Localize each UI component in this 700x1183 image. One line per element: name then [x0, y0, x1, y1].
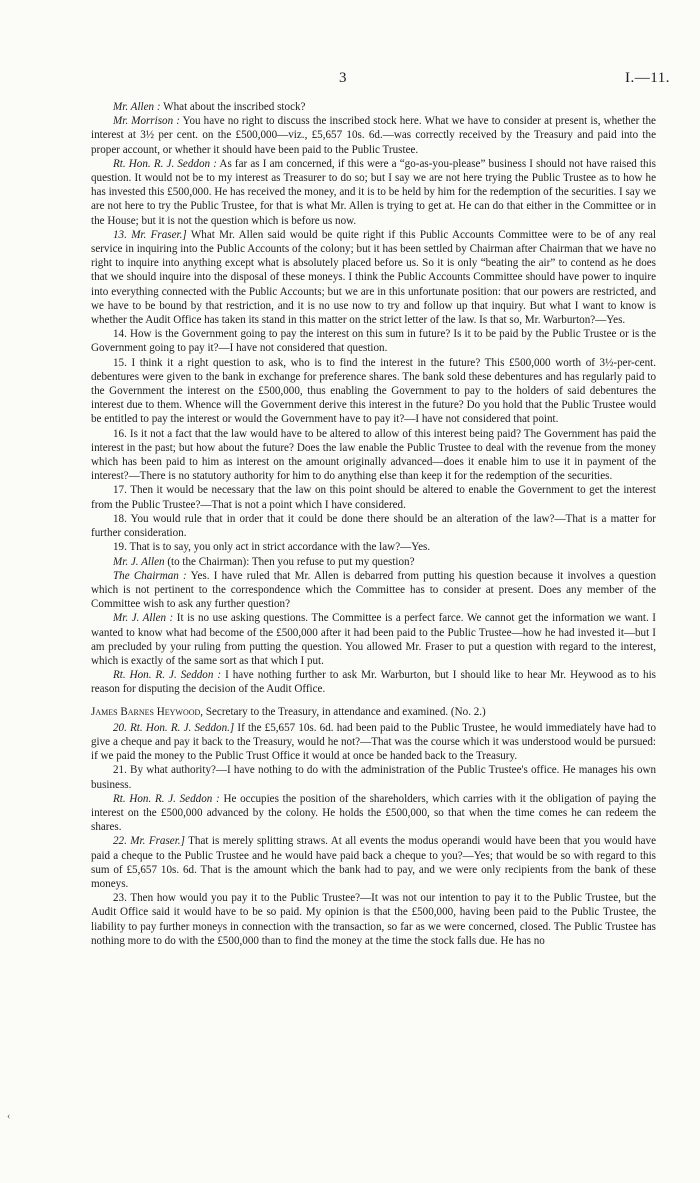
paragraph-text: What about the inscribed stock?: [160, 101, 306, 113]
speaker-name: The Chairman :: [113, 569, 187, 582]
paragraph-text: 21. By what authority?—I have nothing to do with the administration of the Public Trustee's office. He manages his own business.: [91, 764, 656, 791]
paragraph-text: If the £5,657 10s. 6d. had been paid to the Public Trustee, he would immediately have had to give a cheque and pay it back to the Treasury, would he not?—That was the course which it was understood would be pursued: if we paid the money to the Public Trust Office it would at once be handed back to the Treasury.: [91, 721, 656, 763]
paragraph-text: It is no use asking questions. The Committee is a perfect farce. We cannot get the information we want. I wanted to know what had become of the £500,000 after it had been paid to the Public Trustee—how he had invested it—but I am precluded by your ruling from putting the question. You allowed Mr. Fraser to put a question with regard to the interest, which is exactly of the same sort as that which I put.: [91, 612, 656, 667]
paragraph: [91, 891, 656, 948]
paragraph-text: 16. Is it not a fact that the law would have to be altered to allow of this interest being paid? The Government has paid the interest in the past; but how about the future? Does the law enable the Public Trustee to deal with the revenue from the money which has been paid to him as interest on the amount originally advanced—does it enable him to use it in payment of the interest?—There is no statutory authority for him to do anything else than keep it for the redemption of the securities.: [91, 427, 656, 483]
witness-name: James Barnes Heywood: [91, 705, 201, 718]
speaker-name: Mr. Allen :: [113, 101, 161, 113]
paragraph: [91, 792, 656, 835]
paragraph-text: He occupies the position of the shareholders, which carries with it the obligation of paying the interest on the £500,000 advanced by the colony. He holds the £500,000, so that when the time comes he can redeem the shares.: [91, 792, 656, 834]
speaker-name: Rt. Hon. R. J. Seddon :: [113, 792, 220, 805]
speaker-name: 20. Rt. Hon. R. J. Seddon.]: [113, 721, 235, 734]
paragraph: [91, 668, 656, 696]
paragraph-block-2: [91, 721, 656, 948]
witness-description: , Secretary to the Treasury, in attendance and examined. (No. 2.): [200, 705, 486, 718]
paragraph-text: 14. How is the Government going to pay the interest on this sum in future? Is it to be paid by the Public Trustee or is the Government going to pay it?—I have not considered that question.: [91, 328, 656, 355]
paragraph: [91, 611, 656, 668]
series-reference: I.—11.: [625, 70, 670, 86]
paragraph-block-1: [91, 100, 656, 697]
paragraph: [91, 114, 656, 157]
speaker-name: Mr. J. Allen: [113, 555, 165, 568]
witness-heading: [91, 705, 656, 719]
paragraph-text: That is merely splitting straws. At all events the modus operandi would have been that you would have paid a cheque to the Public Trustee and he would have paid back a cheque to you?—Yes; that would be so with regard to this sum of £5,657 10s. 6d. That is the amount which the bank had to pay, and we were only recipients from the bank of these moneys.: [91, 835, 657, 890]
paragraph: [91, 157, 656, 228]
paragraph: [91, 327, 656, 355]
speaker-name: 13. Mr. Fraser.]: [113, 228, 187, 241]
paragraph-text: I have nothing further to ask Mr. Warburton, but I should like to hear Mr. Heywood as to his reason for disputing the decision of the Audit Office.: [91, 669, 656, 696]
paragraph-text: You have no right to discuss the inscribed stock here. What we have to consider at present is, whether the interest at 3½ per cent. on the £500,000—viz., £5,657 10s. 6d.—was correctly received by the Treasury and paid into the proper account, or whether it should have been paid to the Public Trustee.: [91, 115, 656, 156]
speaker-name: Rt. Hon. R. J. Seddon :: [113, 669, 222, 682]
paragraph-text: 19. That is to say, you only act in strict accordance with the law?—Yes.: [113, 541, 431, 554]
paragraph-text: 17. Then it would be necessary that the law on this point should be altered to enable the Government to get the interest from the Public Trustee?—That is not a point which I have considered.: [91, 484, 656, 511]
page-number: 3: [339, 70, 347, 86]
paragraph: [91, 555, 656, 569]
paragraph-text: 15. I think it a right question to ask, who is to find the interest in the future? This £500,000 worth of 3½-per-cent. debentures were given to the bank in exchange for preference shares. The bank sold these debentures and has regularly paid to the Government the interest on the £500,000, thus enabling the Government to pay to the holders of said debentures the interest due to them. Whence will the Government derive this interest in the future? Do you hold that the Public Trustee would be entitled to pay the interest or would the Government have to pay it?—I have not considered that point.: [91, 356, 656, 426]
paragraph: [91, 569, 656, 612]
paragraph-text: Yes. I have ruled that Mr. Allen is debarred from putting his question because it involves a question which is not pertinent to the correspondence which the Committee has to consider at present. Does any member of the Committee wish to ask any further question?: [91, 569, 656, 611]
paragraph: [91, 512, 656, 540]
paragraph-text: (to the Chairman): Then you refuse to put my question?: [164, 555, 415, 568]
speaker-name: Mr. Morrison :: [113, 115, 180, 128]
paragraph: [91, 100, 656, 114]
paragraph: [91, 483, 656, 511]
paragraph: [91, 721, 656, 764]
paragraph-text: 18. You would rule that in order that it could be done there should be an alteration of the law?—That is a matter for further consideration.: [91, 512, 656, 540]
paragraph: [91, 356, 656, 427]
speaker-name: 22. Mr. Fraser.]: [113, 835, 185, 848]
body-text: [91, 100, 656, 948]
paragraph: [91, 540, 656, 554]
margin-mark: ‹: [7, 1111, 11, 1122]
speaker-name: Mr. J. Allen :: [113, 612, 174, 625]
paragraph: [91, 834, 656, 891]
paragraph: [91, 228, 656, 327]
paragraph-text: As far as I am concerned, if this were a “go-as-you-please” business I should not have raised this question. It would not be to my interest as Treasurer to do so; but I say we are not here trying the Public Trustee as to how he has invested this £500,000. He has received the money, and it is to be held by him for the redemption of the securities. I say we are not here to try the Public Trustee, for that is what Mr. Allen is trying to get at. He can do that either in the Committee or in the House; but it is not the question which is before us now.: [91, 157, 656, 227]
paragraph: [91, 763, 656, 791]
speaker-name: Rt. Hon. R. J. Seddon :: [113, 157, 217, 170]
paragraph: [91, 427, 656, 484]
paragraph-text: What Mr. Allen said would be quite right if this Public Accounts Committee were to be of any real service in inquiring into the Public Accounts of the colony; but it has been settled by Chairman after Chairman that we have no right to inquire into anything except what is absolutely placed before us. So it is only “beating the air” to contend as he does that we should inquire into the disposal of these moneys. I think the Public Accounts Committee should have power to inquire into everything connected with the Public Accounts; but we are in this unfortunate position: that our powers are restricted, and we have to be bound by that restriction, and it is no use now to try and follow up that inquiry. But what I want to know is whether the Audit Office has taken its stand in this matter on the strict letter of the law. Is that so, Mr. Warburton?—Yes.: [91, 228, 656, 327]
paragraph-text: 23. Then how would you pay it to the Public Trustee?—It was not our intention to pay it to the Public Trustee, but the Audit Office said it would have to be so paid. My opinion is that the £500,000, having been paid to the Public Trustee, the liability to pay further moneys in connection with the transaction, so far as we were concerned, closed. The Public Trustee has nothing more to do with the £500,000 than to find the money at the time the stock falls due. He has no: [91, 892, 656, 947]
